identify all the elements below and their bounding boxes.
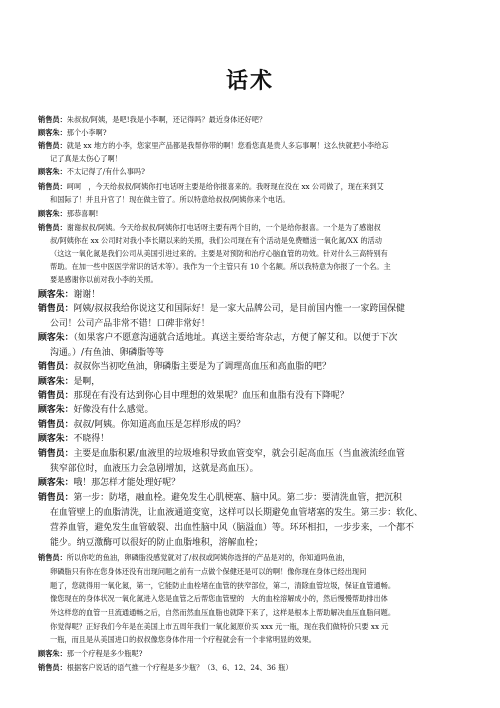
dialogue-text: 那个小李啊?: [66, 128, 107, 137]
dialogue-text: （这这一氧化氮是我们公司从美国引进过来的。主要是对预防和治疗心脑血管的功效。针对什么三高特别有: [50, 249, 388, 258]
dialogue-line: [38, 334, 397, 343]
dialogue-text: （如果客户不愿意沟通就合适地址。真送主要给寄杂志，方便了解艾和。以便于下次: [73, 333, 398, 343]
dialogue-text: 营养血管，避免发生血管破裂、出血性脑中风（脑溢血）等。环环相扣，一步步来，一个都不: [50, 523, 414, 533]
dialogue-text: 狭窄部位时，血液压力会急剧增加，这就是高血压）。: [50, 464, 259, 474]
dialogue-text: 好像没有什么感觉。: [73, 405, 154, 415]
speaker-label: 顾客朱：: [38, 333, 74, 343]
dialogue-text: 主要是血脂积累/血液里的垃圾堆积导致血管变窄，就会引起高血压（当血液流经血管: [73, 449, 405, 459]
dialogue-text: 在血管壁上的血脂清洗，让血液通道变宽，这样可以长期避免血管堵塞的发生。第三步：软化、: [50, 508, 423, 518]
dialogue-text: 要是感谢你以前对我小李的关照。: [50, 275, 158, 284]
dialogue-text: 叔叔你当初吃鱼油，卵磷脂主要是为了调理高血压和高血脂的吧？: [73, 362, 331, 372]
dialogue-text: 根据客户说话的语气推一个疗程是多少瓶？（3、6、12、24、36 瓶）: [66, 663, 293, 672]
dialogue-text: 哦！那怎样才能处理好呢？: [73, 478, 180, 488]
speaker-label: 销售员：: [38, 115, 67, 124]
dialogue-line: [50, 320, 210, 329]
page-title: 话术: [225, 68, 274, 94]
dialogue-text: 卵磷脂只有你在您身体还没有出现问题之前有一点做个保健还是可以的啊！像你现在身体已经出现问: [50, 567, 367, 576]
dialogue-line: [50, 595, 388, 602]
dialogue-text: 沟通。）/有鱼油、卵磷脂等等: [50, 348, 164, 358]
speaker-label: 销售员：: [38, 553, 67, 562]
dialogue-line: [38, 406, 153, 415]
dialogue-text: 外这样您的血管一旦流通通畅之后，自然而然血压血脂也就降下来了，这样是根本上帮助解决血压血脂问题。: [50, 608, 396, 617]
dialogue-line: [38, 494, 402, 503]
dialogue-text: 那一个疗程是多少瓶呢?: [66, 649, 143, 658]
dialogue-text: 是啊，: [73, 377, 101, 387]
speaker-label: 顾客朱：: [38, 478, 74, 488]
speaker-label: 销售员：: [38, 449, 74, 459]
dialogue-line: [50, 582, 395, 589]
dialogue-text: 像您现在的身体状况一氧化氮进入您是血管之后帮您血管壁的 大的血栓溶解成小的，然后慢慢帮助排出体: [50, 594, 388, 603]
speaker-label: 顾客朱：: [38, 377, 74, 387]
dialogue-text: 谢谢！: [73, 290, 101, 300]
speaker-label: 顾客朱：: [38, 405, 74, 415]
dialogue-line: [50, 196, 290, 203]
dialogue-line: [50, 263, 391, 270]
dialogue-text: 和国际了！并且升官了！现在做主管了。所以特意给叔叔/阿姨你来个电话。: [50, 195, 290, 204]
dialogue-line: [38, 305, 405, 314]
speaker-label: 顾客朱：: [38, 434, 74, 444]
dialogue-line: [50, 349, 164, 358]
dialogue-line: [38, 554, 350, 561]
dialogue-text: 朱叔叔/阿姨，是吧!我是小李啊，还记得吗？最近身体还好吧？: [66, 115, 267, 124]
dialogue-line: [50, 524, 414, 533]
speaker-label: 销售员：: [38, 223, 67, 232]
dialogue-line: [38, 435, 109, 444]
dialogue-text: 记了真是太伤心了啊！: [50, 154, 122, 163]
dialogue-line: [50, 250, 388, 257]
speaker-label: 销售员：: [38, 304, 74, 314]
dialogue-text: 公司！公司产品非常不错！口碑非常好！: [50, 319, 210, 329]
dialogue-line: [38, 479, 180, 488]
dialogue-line: [50, 539, 263, 548]
dialogue-text: 所以你吃的鱼油，卵磷脂没感觉就对了/叔叔或阿姨你选择的产品是对的，你知道吗鱼油，: [66, 553, 350, 562]
speaker-label: 销售员：: [38, 391, 74, 401]
dialogue-line: [50, 155, 122, 162]
dialogue-text: 那恭喜啊!: [66, 209, 99, 218]
speaker-label: 销售员：: [38, 420, 74, 430]
speaker-label: 顾客朱：: [38, 209, 67, 218]
speaker-label: 销售员：: [38, 182, 67, 191]
speaker-label: 销售员：: [38, 493, 74, 503]
speaker-label: 销售员：: [38, 141, 67, 150]
dialogue-text: 叔/阿姨你在 xx 公司时对我小李长期以来的关照，我们公司现在有个活动是免费赠送一氧化氮/XX 的活动: [50, 236, 382, 245]
dialogue-text: 那现在有没有达到你心目中理想的效果呢？血压和血脂有没有下降呢？: [73, 391, 349, 401]
dialogue-line: [38, 392, 349, 401]
dialogue-text: 就是 xx 地方的小李，您家里产品都是我帮你带的啊！您看您真是贵人多忘事啊！这么快就把小李给忘: [66, 141, 389, 150]
dialogue-line: [38, 224, 381, 231]
speaker-label: 顾客朱：: [38, 128, 67, 137]
dialogue-text: 呵呵 ，今天给叔叔/阿姨你打电话呀主要是给你报喜来的。我呀现在没在 xx 公司做了，现在来到艾: [66, 182, 384, 191]
dialogue-line: [38, 450, 405, 459]
speaker-label: 销售员：: [38, 362, 74, 372]
dialogue-text: 不晓得！: [73, 434, 109, 444]
dialogue-text: 不太记得了/有什么事吗?: [66, 167, 145, 176]
dialogue-text: 一瓶，而且是从美国进口的叔叔像您身体作用一个疗程就会有一个非常明显的效果。: [50, 635, 316, 644]
dialogue-line: [38, 142, 389, 149]
dialogue-line: [38, 168, 145, 175]
dialogue-line: [38, 116, 266, 123]
dialogue-line: [38, 210, 98, 217]
dialogue-text: 叔叔/阿姨。你知道高血压是怎样形成的吗？: [73, 420, 246, 430]
dialogue-line: [38, 650, 143, 657]
dialogue-line: [50, 568, 366, 575]
speaker-label: 销售员：: [38, 663, 67, 672]
dialogue-line: [50, 465, 259, 474]
dialogue-text: 题了，您就得用一氧化氮，第一，它能防止血栓堵在血管的狭窄部位，第二，清除血管垃圾，保证血管通畅。: [50, 581, 396, 590]
dialogue-line: [38, 291, 100, 300]
dialogue-line: [50, 237, 382, 244]
dialogue-line: [50, 609, 395, 616]
dialogue-line: [38, 421, 245, 430]
dialogue-text: 能少。纳豆激酶可以很好的防止血脂堆积，溶解血栓；: [50, 538, 263, 548]
dialogue-text: 谢谢叔叔/阿姨。今天给叔叔/阿姨你打电话呀主要有两个目的，一个是给你报喜。一个是为了感谢叔: [66, 223, 381, 232]
speaker-label: 顾客朱：: [38, 649, 67, 658]
dialogue-line: [50, 276, 158, 283]
dialogue-text: 你觉得呢？正好我们今年是在美国上市五周年我们一氧化氮原价买 xxx 元一瓶，现在我们做特价只要 xx 元: [50, 622, 389, 631]
dialogue-text: 帮助。在加一些中医医学常识的话术等）。我作为一个主管只有 10 个名额。所以我特意为你报了一个名。主: [50, 262, 391, 271]
dialogue-line: [50, 509, 423, 518]
dialogue-line: [38, 378, 100, 387]
dialogue-line: [38, 664, 293, 671]
dialogue-line: [38, 129, 107, 136]
speaker-label: 顾客朱：: [38, 290, 74, 300]
dialogue-text: 第一步：防堵，融血栓。避免发生心肌梗塞、脑中风。第二步：要清洗血管，把沉积: [73, 493, 402, 503]
dialogue-text: 阿姨/叔叔我给你说这艾和国际好！是一家大品牌公司，是目前国内惟一一家跨国保健: [73, 304, 405, 314]
dialogue-line: [50, 623, 388, 630]
dialogue-line: [38, 183, 384, 190]
dialogue-line: [38, 363, 331, 372]
speaker-label: 顾客朱：: [38, 167, 67, 176]
dialogue-line: [50, 636, 316, 643]
